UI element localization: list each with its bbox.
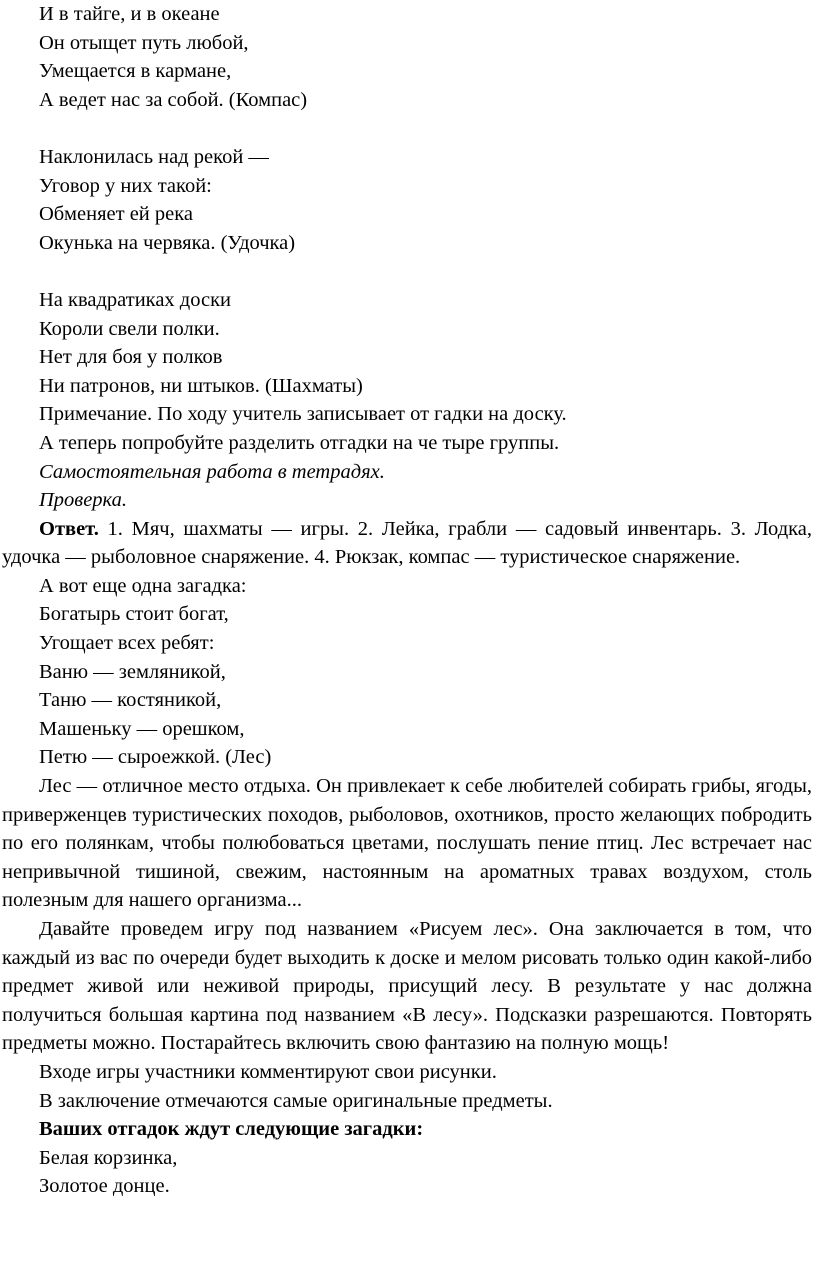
riddle-line: Ваню — земляникой, (39, 660, 226, 683)
riddle-line: Он отыщет путь любой, (39, 31, 249, 54)
game-paragraph: Давайте проведем игру под названием «Рисуем лес». Она заключается в том, что каждый из вас по очереди будет выходить к доске и мелом рисовать только один какой-либо предмет живой или неживой природы, присущий лесу. В результате у нас должна получиться большая картина под названием «В лесу». Подсказки разрешаются. Повторять предметы можно. Постарайтесь включить свою фантазию на полную мощь! (2, 918, 812, 1055)
independent-work: Самостоятельная работа в тетрадях. (39, 460, 385, 483)
next-riddles-heading (2, 1115, 812, 1144)
another-riddle-intro: А вот еще одна загадка: (39, 574, 247, 597)
riddle-line: Короли свели полки. (39, 317, 220, 340)
game-comment: Входе игры участники комментируют свои рисунки. (39, 1060, 497, 1083)
riddle-compass (2, 0, 812, 114)
spacer (2, 114, 812, 143)
riddle-line: Нет для боя у полков (39, 346, 223, 369)
conclusion: В заключение отмечаются самые оригинальные предметы. (39, 1089, 553, 1112)
teacher-note: Примечание. По ходу учитель записывает от гадки на доску. (39, 403, 567, 426)
riddle-line: Обменяет ей река (39, 203, 193, 226)
answer-label: Ответ. (39, 517, 99, 540)
riddle-line: Золотое донце. (39, 1175, 170, 1198)
task-instruction: А теперь попробуйте разделить отгадки на че тыре группы. (39, 431, 560, 454)
riddle-line: Ни патронов, ни штыков. (Шахматы) (39, 374, 363, 397)
riddle-line: Окунька на червяка. (Удочка) (39, 231, 296, 254)
riddle-line: Таню — костяникой, (39, 689, 222, 712)
document-body (2, 0, 812, 1201)
riddle-chess (2, 286, 812, 400)
answer-paragraph (2, 515, 812, 572)
riddle-line: Угощает всех ребят: (39, 632, 215, 655)
riddle-forest (2, 600, 812, 772)
riddle-line: Богатырь стоит богат, (39, 603, 229, 626)
riddle-next (2, 1144, 812, 1201)
riddle-line: А ведет нас за собой. (Компас) (39, 88, 308, 111)
spacer (2, 257, 812, 286)
next-riddles-heading-text: Ваших отгадок ждут следующие загадки: (39, 1118, 424, 1141)
answer-text: 1. Мяч, шахматы — игры. 2. Лейка, грабли — садовый инвентарь. 3. Лодка, удочка — рыболовное снаряжение. 4. Рюкзак, компас — туристическое снаряжение. (2, 517, 812, 569)
riddle-line: И в тайге, и в океане (39, 3, 220, 25)
riddle-line: Умещается в кармане, (39, 60, 232, 83)
riddle-fishing-rod (2, 143, 812, 257)
riddle-line: Уговор у них такой: (39, 174, 212, 197)
riddle-line: Петю — сыроежкой. (Лес) (39, 746, 272, 769)
riddle-line: Белая корзинка, (39, 1146, 178, 1169)
riddle-line: Машеньку — орешком, (39, 717, 245, 740)
check-heading: Проверка. (39, 489, 128, 512)
forest-paragraph: Лес — отличное место отдыха. Он привлекает к себе любителей собирать грибы, ягоды, приверженцев туристических походов, рыболовов, охотников, просто желающих побродить по его полянкам, чтобы полюбоваться цветами, послушать пение птиц. Лес встречает нас непривычной тишиной, свежим, настоянным на ароматных травах воздухом, столь полезным для нашего организма... (2, 775, 812, 912)
riddle-line: На квадратиках доски (39, 288, 232, 311)
riddle-line: Наклонилась над рекой — (39, 145, 269, 168)
